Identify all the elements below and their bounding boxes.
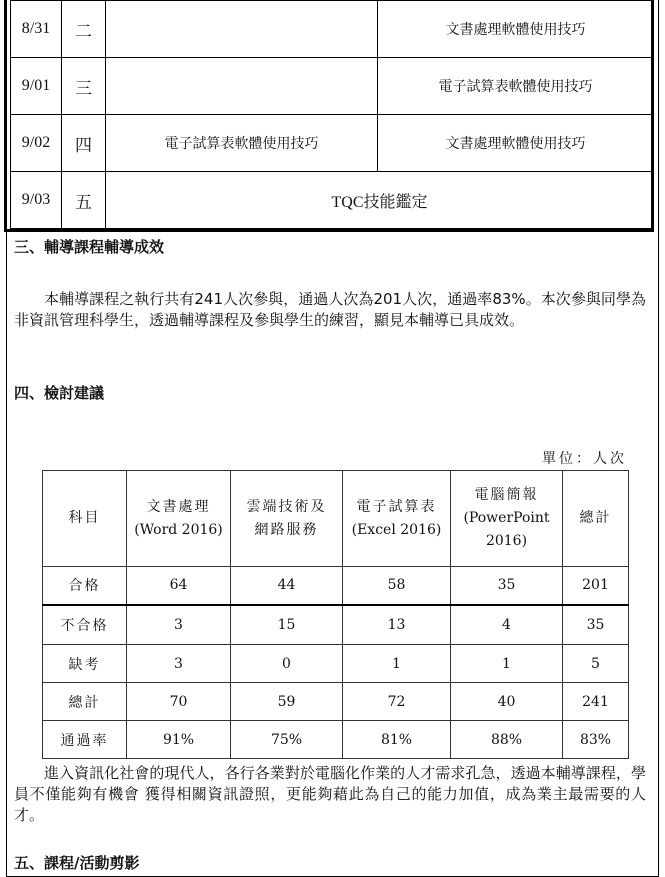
table-row [43,605,629,645]
table-cell: 70 [127,683,231,721]
header-line: 文書處理 [146,498,211,515]
table-cell: 13 [343,605,451,645]
schedule-row [11,58,654,115]
row-label: 缺考 [43,645,127,683]
section-heading: 五、課程/活動剪影 [14,854,140,872]
unit-label: 單位：人次 [542,451,627,467]
table-row [43,683,629,721]
schedule-weekday: 四 [62,115,106,172]
table-cell: 59 [231,683,343,721]
header-cell [43,471,127,567]
table-cell: 44 [231,567,343,605]
schedule-weekday: 二 [62,1,106,58]
header-line: (PowerPoint [463,510,550,526]
schedule-date: 8/31 [11,1,62,58]
schedule-morning [106,58,378,115]
row-label: 總計 [43,683,127,721]
header-cell [343,471,451,567]
header-line: 網路服務 [254,521,319,538]
header-line: (Word 2016) [134,521,223,538]
schedule-merged-cell: TQC技能鑑定 [106,172,654,229]
schedule-afternoon: 電子試算表軟體使用技巧 [378,58,654,115]
header-line: (Excel 2016) [351,521,442,538]
schedule-date: 9/02 [11,115,62,172]
section-heading: 三、輔導課程輔導成效 [14,238,165,256]
schedule-date: 9/03 [11,172,62,229]
table-row [43,645,629,683]
table-cell: 5 [563,645,629,683]
section-paragraph: 本輔導課程之執行共有241人次參與，通過人次為201人次，通過率83%。本次參與同學為非資訊管理科學生，透過輔導課程及參與學生的練習，顯見本輔導已具成效。 [14,290,646,329]
table-row [43,567,629,605]
table-cell: 58 [343,567,451,605]
section-paragraph: 進入資訊化社會的現代人，各行各業對於電腦化作業的人才需求孔急，透過本輔導課程，學員不僅能夠有機會 獲得相關資訊證照，更能夠藉此為自己的能力加值，成為業主最需要的人才。 [14,764,646,824]
schedule-row [11,115,654,172]
table-cell: 4 [451,605,563,645]
row-label: 通過率 [43,721,127,759]
schedule-table [10,0,653,229]
table-cell: 88% [451,721,563,759]
table-cell: 91% [127,721,231,759]
header-line: 電子試算表 [356,498,437,515]
header-line: 2016) [485,533,528,549]
header-cell [563,471,629,567]
header-line: 電腦簡報 [474,487,539,503]
statistics-table [42,470,629,759]
header-cell [127,471,231,567]
section-heading: 四、檢討建議 [14,384,105,402]
header-cell [231,471,343,567]
table-cell: 75% [231,721,343,759]
row-label: 合格 [43,567,127,605]
table-cell: 1 [343,645,451,683]
header-line: 雲端技術及 [246,498,327,515]
schedule-weekday: 三 [62,58,106,115]
table-cell: 3 [127,605,231,645]
schedule-row [11,172,654,229]
header-total: 總計 [579,510,612,526]
schedule-weekday: 五 [62,172,106,229]
header-cell [451,471,563,567]
table-cell: 83% [563,721,629,759]
table-cell: 81% [343,721,451,759]
row-label: 不合格 [43,605,127,645]
schedule-afternoon: 文書處理軟體使用技巧 [378,1,654,58]
table-cell: 15 [231,605,343,645]
table-cell: 72 [343,683,451,721]
header-subject: 科目 [68,510,101,526]
table-cell: 40 [451,683,563,721]
table-cell: 241 [563,683,629,721]
schedule-afternoon: 文書處理軟體使用技巧 [378,115,654,172]
table-row [43,721,629,759]
table-header-row [43,471,629,567]
schedule-date: 9/01 [11,58,62,115]
schedule-morning [106,1,378,58]
table-cell: 35 [451,567,563,605]
schedule-morning: 電子試算表軟體使用技巧 [106,115,378,172]
table-cell: 0 [231,645,343,683]
table-cell: 3 [127,645,231,683]
table-cell: 201 [563,567,629,605]
schedule-row [11,1,654,58]
table-cell: 1 [451,645,563,683]
table-cell: 64 [127,567,231,605]
table-cell: 35 [563,605,629,645]
